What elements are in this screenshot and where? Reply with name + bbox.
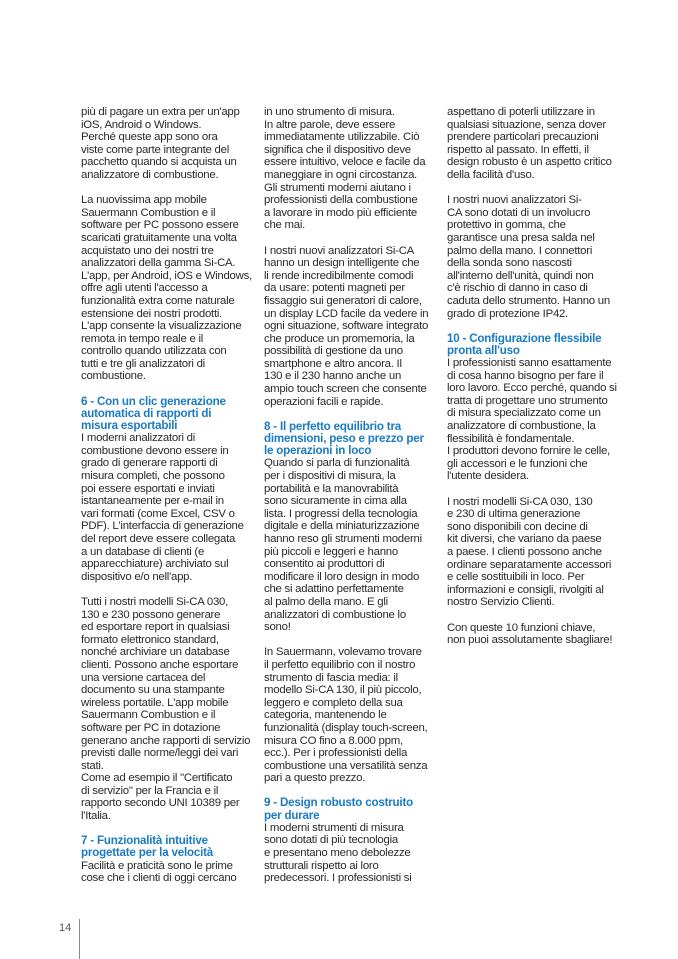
text-line: di misura specializzato come un	[447, 407, 601, 420]
text-line: immediatamente utilizzabile. Ciò	[264, 131, 420, 144]
text-line: tratta di progettare uno strumento	[447, 394, 608, 407]
text-line: Come ad esempio il "Certificato	[81, 772, 233, 785]
page-number: 14	[59, 922, 72, 934]
text-line: a un database di clienti (e	[81, 545, 205, 558]
text-line: kit diversi, che variano da paese	[447, 533, 602, 546]
text-line: 6 - Con un clic generazione	[81, 394, 226, 408]
text-line: I nostri nuovi analizzatori Si-	[447, 194, 582, 207]
text-line: Tutti i nostri modelli Si-CA 030,	[81, 595, 229, 608]
text-line: modello Si-CA 130, il più piccolo,	[264, 684, 422, 697]
text-line: L'app consente la visualizzazione	[81, 320, 242, 333]
text-line: Con queste 10 funzioni chiave,	[447, 621, 596, 634]
text-line: una versione cartacea del	[81, 671, 206, 684]
text-line: per i dispositivi di misura, la	[264, 470, 396, 483]
text-line: istantaneamente per e-mail in	[81, 495, 224, 508]
text-line: documento su una stampante	[81, 684, 225, 697]
text-line: predecessori. I professionisti si	[264, 872, 412, 885]
text-line: rispetto al passato. In effetti, il	[447, 143, 589, 156]
text-line: in uno strumento di misura.	[264, 106, 395, 118]
text-line: da usare: potenti magneti per	[264, 282, 405, 295]
text-line: e 230 di ultima generazione	[447, 508, 581, 521]
text-line: L'app, per Android, iOS e Windows,	[81, 269, 252, 282]
text-line: previsti dalle norme/leggi dei vari	[81, 747, 239, 760]
text-line: combustione.	[81, 370, 146, 383]
text-line: viste come parte integrante del	[81, 143, 230, 156]
text-line: progettate per la velocità	[81, 846, 214, 860]
text-line: I produttori devono fornire le celle,	[447, 445, 610, 458]
text-line: ecc.). Per i professionisti della	[264, 747, 408, 760]
text-line: grado di generare rapporti di	[81, 457, 218, 470]
text-line: ampio touch screen che consente	[264, 383, 427, 396]
section-heading	[81, 835, 259, 859]
text-line: I nostri nuovi analizzatori Si-CA	[264, 244, 415, 257]
text-line: Quando si parla di funzionalità	[264, 457, 410, 470]
text-line: analizzatori della gamma Si-CA.	[81, 257, 236, 270]
text-column-3	[447, 106, 625, 659]
text-line: analizzatori di combustione lo	[264, 608, 406, 621]
text-line: 130 e 230 possono generare	[81, 608, 221, 621]
text-line: La nuovissima app mobile	[81, 194, 207, 207]
text-line: I nostri modelli Si-CA 030, 130	[447, 495, 593, 508]
paragraph	[264, 822, 442, 885]
text-line: CA sono dotati di un involucro	[447, 206, 591, 219]
text-line: qualsiasi situazione, senza dover	[447, 118, 606, 131]
footer-rule	[79, 919, 80, 959]
paragraph	[447, 106, 625, 182]
text-line: sono sicuramente in cima alla	[264, 495, 407, 508]
text-line: leggero e completo della sua	[264, 696, 403, 709]
text-line: del report deve essere collegata	[81, 533, 236, 546]
text-line: misura esportabili	[81, 419, 178, 433]
text-line: portabilità e la manovrabilità	[264, 482, 399, 495]
text-line: per durare	[264, 808, 320, 822]
text-line: sono disponibili con decine di	[447, 520, 588, 533]
text-line: che si adattino perfettamente	[264, 583, 404, 596]
text-line: Sauermann Combustion e il	[81, 206, 216, 219]
text-line: al palmo della mano. E gli	[264, 595, 388, 608]
text-line: ed esportare report in qualsiasi	[81, 621, 230, 634]
text-line: strutturali rispetto ai loro	[264, 859, 379, 872]
section-heading	[264, 421, 442, 458]
text-line: le operazioni in loco	[264, 444, 372, 458]
text-line: più piccoli e leggeri e hanno	[264, 545, 398, 558]
text-line: lista. I progressi della tecnologia	[264, 507, 418, 520]
text-line: misura completi, che possono	[81, 470, 225, 483]
text-line: grado di protezione IP42.	[447, 307, 569, 320]
text-line: vari formati (come Excel, CSV o	[81, 507, 235, 520]
text-line: Facilità e praticità sono le prime	[81, 859, 233, 872]
text-line: c'è rischio di danno in caso di	[447, 282, 588, 295]
text-line: controllo quando utilizzata con	[81, 345, 227, 358]
text-line: che mai.	[264, 219, 306, 232]
text-line: In Sauermann, volevamo trovare	[264, 646, 422, 659]
text-line: Sauermann Combustion e il	[81, 709, 216, 722]
text-line: possibilità di gestione da uno	[264, 345, 403, 358]
paragraph	[81, 860, 259, 885]
paragraph	[447, 622, 625, 647]
text-line: tutti e tre gli analizzatori di	[81, 357, 205, 370]
text-line: software per PC possono essere	[81, 219, 239, 232]
text-line: l'Italia.	[81, 810, 111, 823]
text-line: software per PC in dotazione	[81, 721, 221, 734]
text-line: 7 - Funzionalità intuitive	[81, 834, 208, 848]
text-line: offre agli utenti l'accesso a	[81, 282, 208, 295]
text-line: analizzatore di combustione, la	[447, 420, 596, 433]
text-line: palmo della mano. I connettori	[447, 244, 593, 257]
text-column-1	[81, 106, 259, 897]
text-line: prendere particolari precauzioni	[447, 131, 599, 144]
text-line: sono!	[264, 621, 291, 634]
text-line: caduta dello strumento. Hanno un	[447, 294, 610, 307]
text-line: che produce un promemoria, la	[264, 332, 415, 345]
text-line: a lavorare in modo più efficiente	[264, 206, 418, 219]
paragraph	[264, 457, 442, 633]
section-heading	[447, 333, 625, 357]
paragraph	[264, 245, 442, 409]
text-line: dimensioni, peso e prezzo per	[264, 432, 424, 446]
text-line: digitale e della miniaturizzazione	[264, 520, 420, 533]
paragraph	[447, 496, 625, 609]
text-line: rapporto secondo UNI 10389 per	[81, 797, 240, 810]
text-line: l'utente desidera.	[447, 470, 529, 483]
text-line: 10 - Configurazione flessibile	[447, 331, 602, 345]
paragraph	[447, 194, 625, 320]
text-line: generano anche rapporti di servizio	[81, 734, 251, 747]
text-line: 8 - Il perfetto equilibrio tra	[264, 419, 402, 433]
text-line: li rende incredibilmente comodi	[264, 269, 414, 282]
paragraph	[264, 106, 442, 232]
text-line: più di pagare un extra per un'app	[81, 106, 240, 118]
text-line: hanno reso gli strumenti moderni	[264, 533, 422, 546]
text-line: funzionalità extra come naturale	[81, 294, 235, 307]
text-line: pronta all'uso	[447, 343, 520, 357]
text-line: combustione devono essere in	[81, 444, 229, 457]
text-line: flessibilità è fondamentale.	[447, 432, 575, 445]
text-line: a paese. I clienti possono anche	[447, 546, 602, 558]
text-line: scaricati gratuitamente una volta	[81, 231, 237, 244]
text-line: In altre parole, deve essere	[264, 118, 396, 131]
text-line: pari a questo prezzo.	[264, 772, 366, 785]
text-line: gli accessori e le funzioni che	[447, 457, 588, 470]
text-line: loro lavoro. Ecco perché, quando si	[447, 382, 617, 395]
text-line: informazioni e consigli, rivolgiti al	[447, 583, 604, 596]
text-line: e presentano meno debolezze	[264, 847, 411, 860]
text-line: un display LCD facile da vedere in	[264, 307, 429, 320]
text-line: della facilità d'uso.	[447, 168, 535, 181]
text-line: nostro Servizio Clienti.	[447, 596, 555, 609]
text-line: hanno un design intelligente che	[264, 257, 420, 270]
text-line: formato elettronico standard,	[81, 633, 219, 646]
text-line: I moderni analizzatori di	[81, 432, 196, 445]
text-line: aspettano di poterli utilizzare in	[447, 106, 595, 118]
text-line: remota in tempo reale e il	[81, 332, 204, 345]
text-line: I professionisti sanno esattamente	[447, 357, 612, 370]
text-line: il perfetto equilibrio con il nostro	[264, 658, 416, 671]
text-line: consentito ai produttori di	[264, 558, 385, 571]
text-line: iOS, Android o Windows.	[81, 118, 202, 131]
text-line: PDF). L'interfaccia di generazione	[81, 520, 244, 533]
text-line: pacchetto quando si acquista un	[81, 156, 237, 169]
text-line: acquistato uno dei nostri tre	[81, 244, 214, 257]
text-line: clienti. Possono anche esportare	[81, 658, 239, 671]
text-line: di servizio" per la Francia e il	[81, 784, 219, 797]
section-heading	[81, 396, 259, 433]
text-line: misura CO fino a 8.000 ppm,	[264, 734, 403, 747]
section-heading	[264, 797, 442, 821]
text-line: ogni situazione, software integrato	[264, 320, 429, 333]
text-line: 9 - Design robusto costruito	[264, 796, 413, 810]
text-line: ordinare separatamente accessori	[447, 558, 612, 571]
text-line: dispositivo e/o nell'app.	[81, 570, 193, 583]
text-line: di cosa hanno bisogno per fare il	[447, 369, 604, 382]
text-line: nonché archiviare un database	[81, 646, 230, 659]
text-line: apparecchiature) archiviato sul	[81, 558, 229, 571]
text-line: Gli strumenti moderni aiutano i	[264, 181, 411, 194]
paragraph	[81, 106, 259, 182]
text-line: cose che i clienti di oggi cercano	[81, 872, 237, 885]
text-line: all'interno dell'unità, quindi non	[447, 269, 594, 282]
text-line: Perché queste app sono ora	[81, 131, 218, 144]
text-line: protettivo in gomma, che	[447, 219, 566, 232]
paragraph	[264, 646, 442, 785]
text-line: categoria, mantenendo le	[264, 709, 387, 722]
text-line: e celle sostituibili in loco. Per	[447, 571, 585, 584]
text-line: professionisti della combustione	[264, 194, 418, 207]
text-line: I moderni strumenti di misura	[264, 821, 404, 834]
text-line: smartphone e altro ancora. Il	[264, 357, 402, 370]
text-line: operazioni facili e rapide.	[264, 395, 384, 408]
text-line: funzionalità (display touch-screen,	[264, 721, 428, 734]
paragraph	[81, 432, 259, 583]
text-line: stati.	[81, 759, 104, 772]
text-line: significa che il dispositivo deve	[264, 143, 411, 156]
text-line: sono dotati di più tecnologia	[264, 834, 398, 847]
paragraph	[447, 357, 625, 483]
paragraph	[81, 194, 259, 383]
text-line: della sonda sono nascosti	[447, 257, 572, 270]
text-line: combustione una versatilità senza	[264, 759, 428, 772]
text-line: garantisce una presa salda nel	[447, 231, 595, 244]
text-line: essere intuitivo, veloce e facile da	[264, 156, 426, 169]
text-line: non puoi assolutamente sbagliare!	[447, 634, 613, 647]
text-column-2	[264, 106, 442, 897]
text-line: maneggiare in ogni circostanza.	[264, 168, 418, 181]
text-line: automatica di rapporti di	[81, 406, 212, 420]
paragraph	[81, 596, 259, 823]
text-line: estensione dei nostri prodotti.	[81, 307, 223, 320]
text-line: modificare il loro design in modo	[264, 570, 420, 583]
text-line: poi essere esportati e inviati	[81, 482, 215, 495]
text-line: analizzatore di combustione.	[81, 168, 219, 181]
text-line: wireless portatile. L'app mobile	[81, 696, 229, 709]
text-line: strumento di fascia media: il	[264, 671, 398, 684]
text-line: design robusto è un aspetto critico	[447, 156, 612, 169]
text-line: fissaggio sui generatori di calore,	[264, 294, 422, 307]
text-line: 130 e il 230 hanno anche un	[264, 370, 402, 383]
